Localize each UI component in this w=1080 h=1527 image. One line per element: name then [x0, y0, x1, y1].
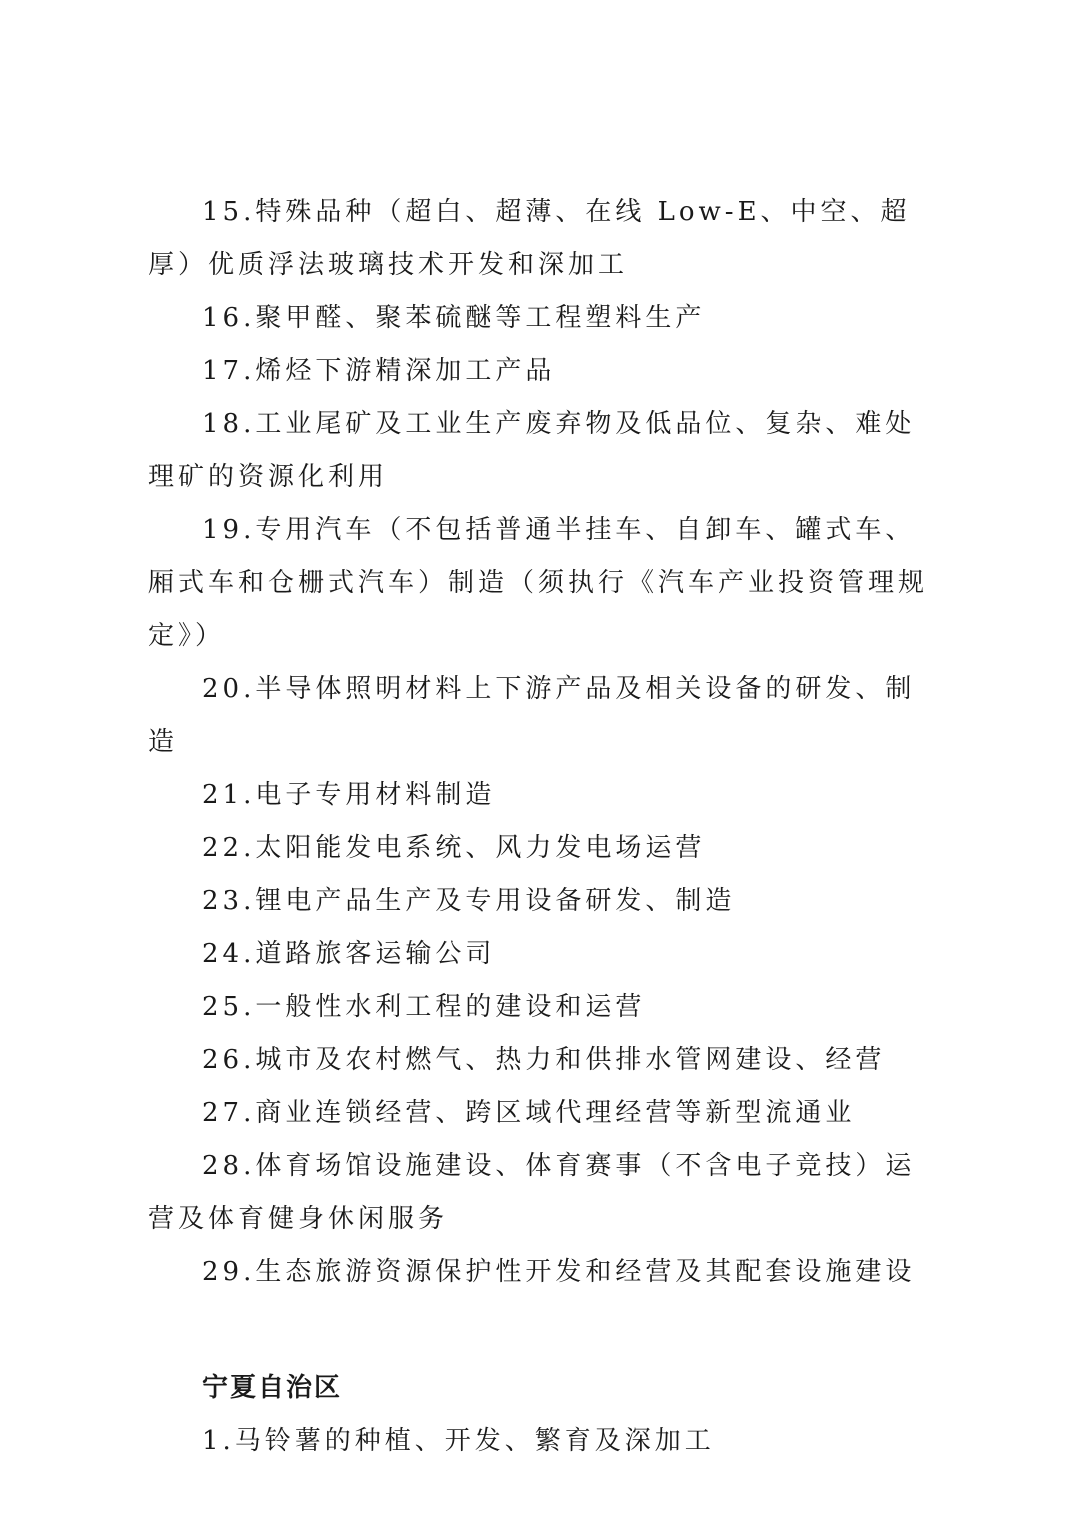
list-item: 17.烯烃下游精深加工产品: [202, 356, 556, 386]
list-item: 25.一般性水利工程的建设和运营: [202, 992, 646, 1022]
list-item: 20.半导体照明材料上下游产品及相关设备的研发、制造: [148, 674, 916, 757]
list-item: 27.商业连锁经营、跨区域代理经营等新型流通业: [202, 1098, 856, 1128]
list-item: 23.锂电产品生产及专用设备研发、制造: [202, 886, 736, 916]
document-body: [148, 186, 938, 1468]
section-heading: 宁夏自治区: [202, 1373, 343, 1403]
list-item: 24.道路旅客运输公司: [202, 939, 496, 969]
section-spacer: [148, 1299, 938, 1362]
list-item: 1.马铃薯的种植、开发、繁育及深加工: [202, 1426, 715, 1456]
list-item: 16.聚甲醛、聚苯硫醚等工程塑料生产: [202, 303, 706, 333]
list-item: 26.城市及农村燃气、热力和供排水管网建设、经营: [202, 1045, 886, 1075]
list-item: 15.特殊品种（超白、超薄、在线 Low-E、中空、超厚）优质浮法玻璃技术开发和深加工: [148, 197, 911, 280]
list-item: 28.体育场馆设施建设、体育赛事（不含电子竞技）运营及体育健身休闲服务: [148, 1151, 916, 1234]
list-item: 22.太阳能发电系统、风力发电场运营: [202, 833, 706, 863]
list-item: 18.工业尾矿及工业生产废弃物及低品位、复杂、难处理矿的资源化利用: [148, 409, 916, 492]
list-item: 29.生态旅游资源保护性开发和经营及其配套设施建设: [202, 1257, 916, 1287]
list-item: 21.电子专用材料制造: [202, 780, 496, 810]
list-item: 19.专用汽车（不包括普通半挂车、自卸车、罐式车、厢式车和仓栅式汽车）制造（须执行《汽车产业投资管理规定》）: [148, 515, 929, 651]
